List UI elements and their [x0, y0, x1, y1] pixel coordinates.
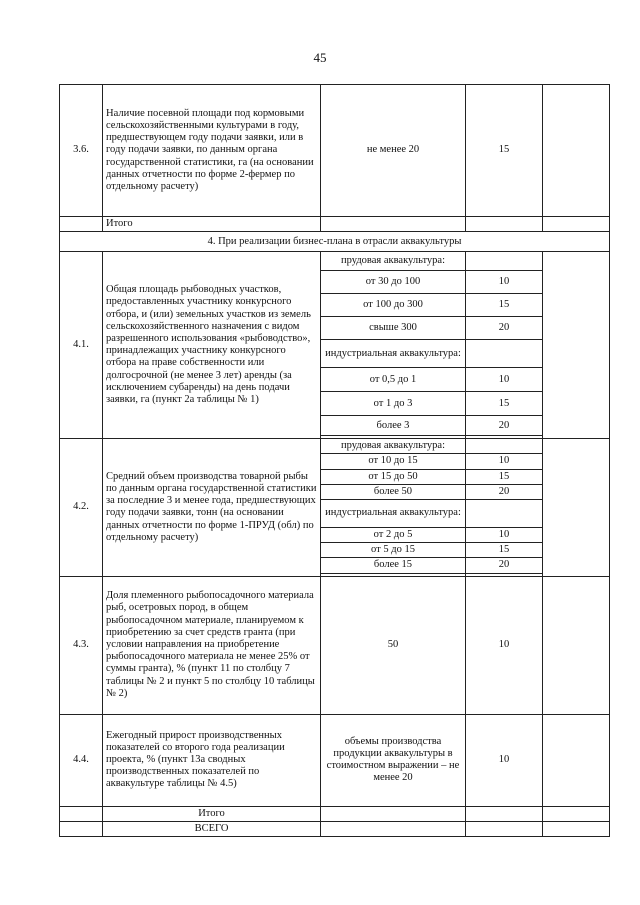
empty-cell [543, 85, 610, 217]
option-label: свыше 300 [321, 317, 466, 340]
option-label: от 30 до 100 [321, 271, 466, 294]
option-label: более 3 [321, 416, 466, 436]
empty-cell [466, 500, 543, 528]
empty-cell [543, 576, 610, 714]
row-number: 4.2. [60, 439, 103, 576]
option-score: 20 [466, 558, 543, 573]
criterion-text: Наличие посевной площади под кормовыми сельскохозяйственными культурами в году, предшествующем году подачи заявки, или в году подачи заявки, по данным органа государственной статистики, га (на основании данных отчетности по форме 2-фермер по отдельному расчету) [103, 85, 321, 217]
table-row [60, 576, 610, 714]
empty-cell [321, 806, 466, 821]
option-label: от 10 до 15 [321, 454, 466, 469]
criterion-text: Ежегодный прирост производственных показателей со второго года реализации проекта, % (пункт 13а сводных производственных показателей по аквакультуре таблицы № 4.5) [103, 714, 321, 806]
option-label: от 1 до 3 [321, 392, 466, 416]
table-row [60, 806, 610, 821]
criterion-text: Средний объем производства товарной рыбы по данным органа государственной статистики за последние 3 и менее года, предшествующих году подачи заявки, тонн (на основании данных отчетности по форме 1-ПРУД (обл) по отдельному расчету) [103, 439, 321, 576]
empty-cell [466, 806, 543, 821]
criteria-table [59, 84, 610, 837]
empty-cell [543, 439, 610, 576]
option-score: 15 [466, 392, 543, 416]
empty-cell [466, 252, 543, 271]
table-row [60, 714, 610, 806]
option-subheading: индустриальная аквакультура: [321, 500, 466, 528]
option-score: 15 [466, 294, 543, 317]
criterion-text: Доля племенного рыбопосадочного материала рыб, осетровых пород, в общем рыбопосадочном материале, планируемом к приобретению за счет средств гранта (при условии направления на приобретение рыбопосадочного материала не менее 25% от суммы гранта), % (пункт 11 по столбцу 7 таблицы № 2 и пункт 5 по столбцу 10 таблицы № 2) [103, 576, 321, 714]
option-label: от 2 до 5 [321, 528, 466, 543]
section-heading: 4. При реализации бизнес-плана в отрасли аквакультуры [60, 232, 610, 252]
option-label: от 0,5 до 1 [321, 368, 466, 392]
criterion-score: 10 [466, 576, 543, 714]
criterion-text: Общая площадь рыбоводных участков, предоставленных участнику конкурсного отбора, и (или) земельных участков из земель сельскохозяйственного назначения с видом разрешенного использования «рыбоводство», принадлежащих участнику конкурсного отбора на праве собственности или долгосрочной (не менее 3 лет) аренды (за исключением субаренды) на день подачи заявки, га (пункт 2а таблицы № 1) [103, 252, 321, 439]
option-subheading: индустриальная аквакультура: [321, 340, 466, 368]
empty-cell [543, 252, 610, 439]
option-score: 20 [466, 416, 543, 436]
criterion-value: 50 [321, 576, 466, 714]
table-row [60, 821, 610, 836]
option-label: более 15 [321, 558, 466, 573]
row-number: 4.4. [60, 714, 103, 806]
criterion-value: не менее 20 [321, 85, 466, 217]
option-label: более 50 [321, 484, 466, 499]
option-score: 10 [466, 528, 543, 543]
empty-cell [466, 439, 543, 454]
table-row [60, 217, 610, 232]
criterion-value: объемы производства продукции аквакультуры в стоимостном выражении – не менее 20 [321, 714, 466, 806]
total-label: ВСЕГО [103, 821, 321, 836]
row-number: 4.1. [60, 252, 103, 439]
empty-cell [466, 217, 543, 232]
table-row [60, 232, 610, 252]
option-label: от 5 до 15 [321, 543, 466, 558]
empty-cell [321, 821, 466, 836]
criterion-score: 15 [466, 85, 543, 217]
empty-cell [543, 821, 610, 836]
empty-cell [543, 217, 610, 232]
row-number: 3.6. [60, 85, 103, 217]
empty-cell [466, 340, 543, 368]
row-number: 4.3. [60, 576, 103, 714]
option-score: 20 [466, 484, 543, 499]
option-score: 10 [466, 368, 543, 392]
option-score: 20 [466, 317, 543, 340]
empty-cell [543, 714, 610, 806]
empty-cell [543, 806, 610, 821]
empty-cell [321, 217, 466, 232]
option-score: 15 [466, 543, 543, 558]
option-label: от 100 до 300 [321, 294, 466, 317]
option-score: 15 [466, 469, 543, 484]
option-subheading: прудовая аквакультура: [321, 439, 466, 454]
empty-cell [466, 821, 543, 836]
subtotal-label: Итого [103, 217, 321, 232]
empty-cell [60, 821, 103, 836]
option-score: 10 [466, 271, 543, 294]
empty-cell [60, 806, 103, 821]
table-row [60, 439, 610, 454]
table-row [60, 85, 610, 217]
criterion-score: 10 [466, 714, 543, 806]
empty-cell [60, 217, 103, 232]
option-score: 10 [466, 454, 543, 469]
page-number: 45 [313, 50, 327, 65]
option-label: от 15 до 50 [321, 469, 466, 484]
table-row [60, 252, 610, 271]
option-subheading: прудовая аквакультура: [321, 252, 466, 271]
subtotal-label: Итого [103, 806, 321, 821]
